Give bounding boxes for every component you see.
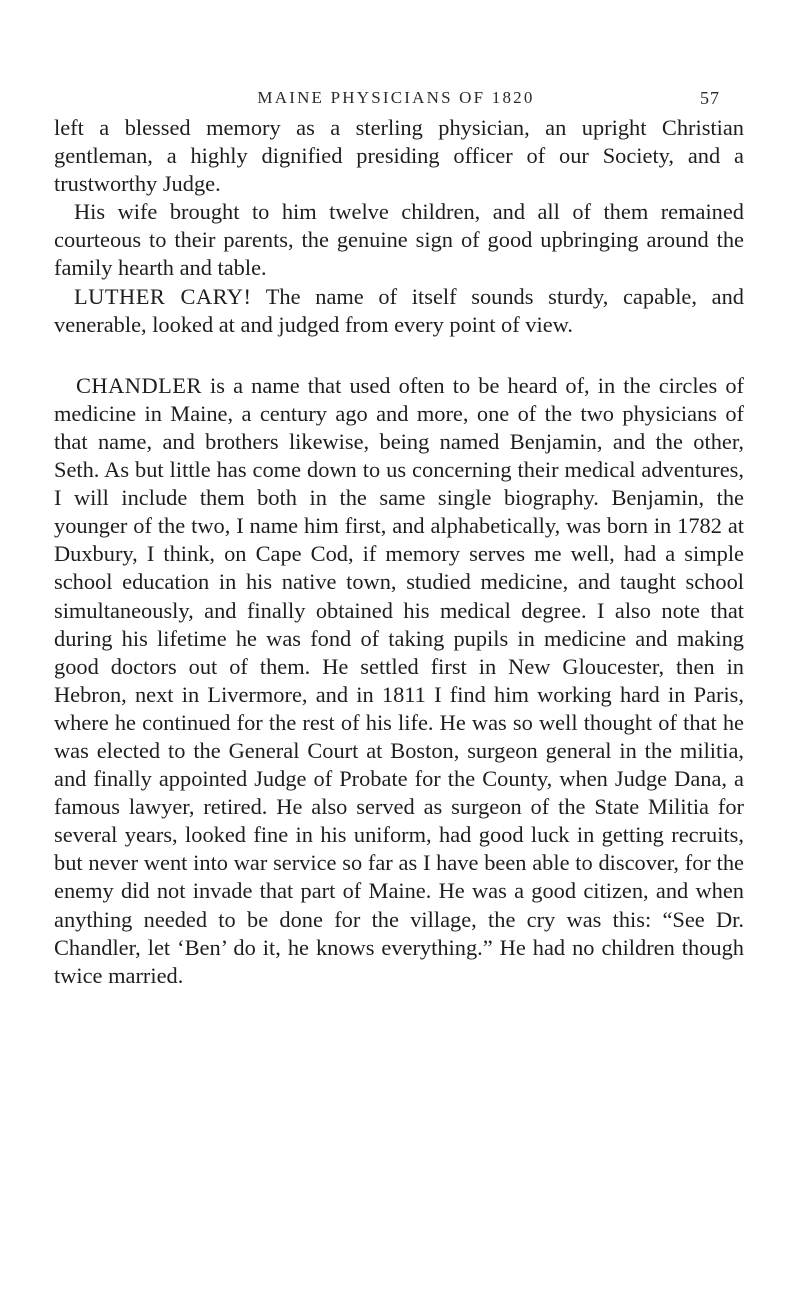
body-text [54,114,744,990]
paragraph-1 [54,114,744,198]
paragraph-lead: CHANDLER [76,372,202,398]
paragraph-text: left a blessed memory as a sterling physician, an upright Christian gentleman, a highly dignified presiding officer of our Society, and a trustworthy Judge. [54,115,744,197]
paragraph-3 [54,283,744,339]
paragraph-text: The name of itself sounds sturdy, capable, and venerable, looked at and judged from every point of view. [54,283,744,337]
paragraph-text: is a name that used often to be heard of, in the circles of medicine in Maine, a century ago and more, one of the two physicians of that name, and brothers likewise, being named Benjamin, and the other, Seth. As but little has come down to us concerning their medical adventures, I will include them both in the same single biography. Benjamin, the younger of the two, I name him first, and alphabetically, was born in 1782 at Duxbury, I think, on Cape Cod, if memory serves me well, had a simple school education in his native town, studied medicine, and taught school simultaneously, and finally obtained his medical degree. I also note that during his lifetime he was fond of taking pupils in medicine and making good doctors out of them. He settled first in New Gloucester, then in Hebron, next in Livermore, and in 1811 I find him working hard in Paris, where he continued for the rest of his life. He was so well thought of that he was elected to the General Court at Boston, surgeon general in the militia, and finally appointed Judge of Probate for the County, when Judge Dana, a famous lawyer, retired. He also served as surgeon of the State Militia for several years, looked fine in his uniform, had good luck in getting recruits, but never went into war service so far as I have been able to discover, for the enemy did not invade that part of Maine. He was a good citizen, and when anything needed to be done for the village, the cry was this: “See Dr. Chandler, let ‘Ben’ do it, he knows everything.” He had no children though twice married. [54,372,744,988]
running-title: MAINE PHYSICIANS OF 1820 [257,88,535,107]
paragraph-4 [54,372,744,990]
paragraph-text: His wife brought to him twelve children, and all of them remained courteous to their parents, the genuine sign of good upbringing around the family hearth and table. [54,199,744,281]
page-number: 57 [700,88,720,108]
paragraph-lead: LUTHER CARY! [74,283,252,309]
paragraph-2 [54,198,744,282]
